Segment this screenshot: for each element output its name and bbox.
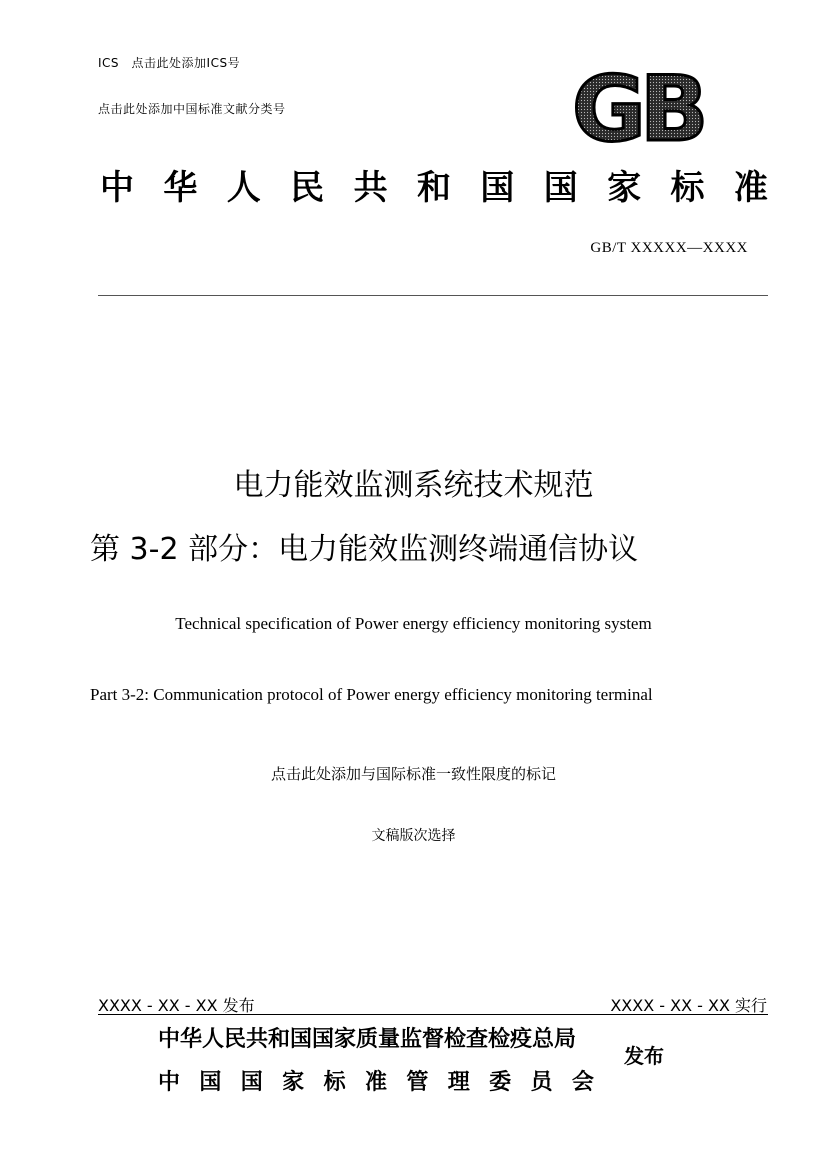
ics-number[interactable]: ICS 点击此处添加ICS号	[98, 56, 241, 70]
issuer-sac: 中 国 国 家 标 准 管 理 委 员 会	[158, 1069, 594, 1095]
publish-date[interactable]: XXXX - XX - XX 发布	[98, 996, 255, 1015]
footer-divider	[98, 1014, 768, 1015]
gb-logo	[568, 66, 732, 148]
header-divider	[98, 295, 768, 296]
publish-label: 发布	[624, 1044, 664, 1068]
standard-name: 中 华 人 民 共 和 国 国 家 标 准	[100, 168, 768, 208]
ccs-classification[interactable]: 点击此处添加中国标准文献分类号	[98, 102, 286, 116]
svg-text:GB: GB	[572, 66, 703, 148]
title-part[interactable]: 第 3-2 部分：电力能效监测终端通信协议	[90, 532, 639, 567]
title-chinese[interactable]: 电力能效监测系统技术规范	[233, 468, 594, 503]
draft-version-select[interactable]: 文稿版次选择	[371, 828, 456, 844]
consistency-note[interactable]: 点击此处添加与国际标准一致性限度的标记	[270, 765, 556, 783]
implement-date[interactable]: XXXX - XX - XX 实行	[610, 996, 767, 1015]
title-english[interactable]: Technical specification of Power energy efficiency monitoring system	[175, 614, 652, 633]
title-english-part[interactable]: Part 3-2: Communication protocol of Power energy efficiency monitoring terminal	[90, 685, 653, 704]
standard-code: GB/T XXXXX—XXXX	[590, 240, 748, 256]
issuer-aqsiq: 中华人民共和国国家质量监督检查检疫总局	[158, 1026, 577, 1052]
